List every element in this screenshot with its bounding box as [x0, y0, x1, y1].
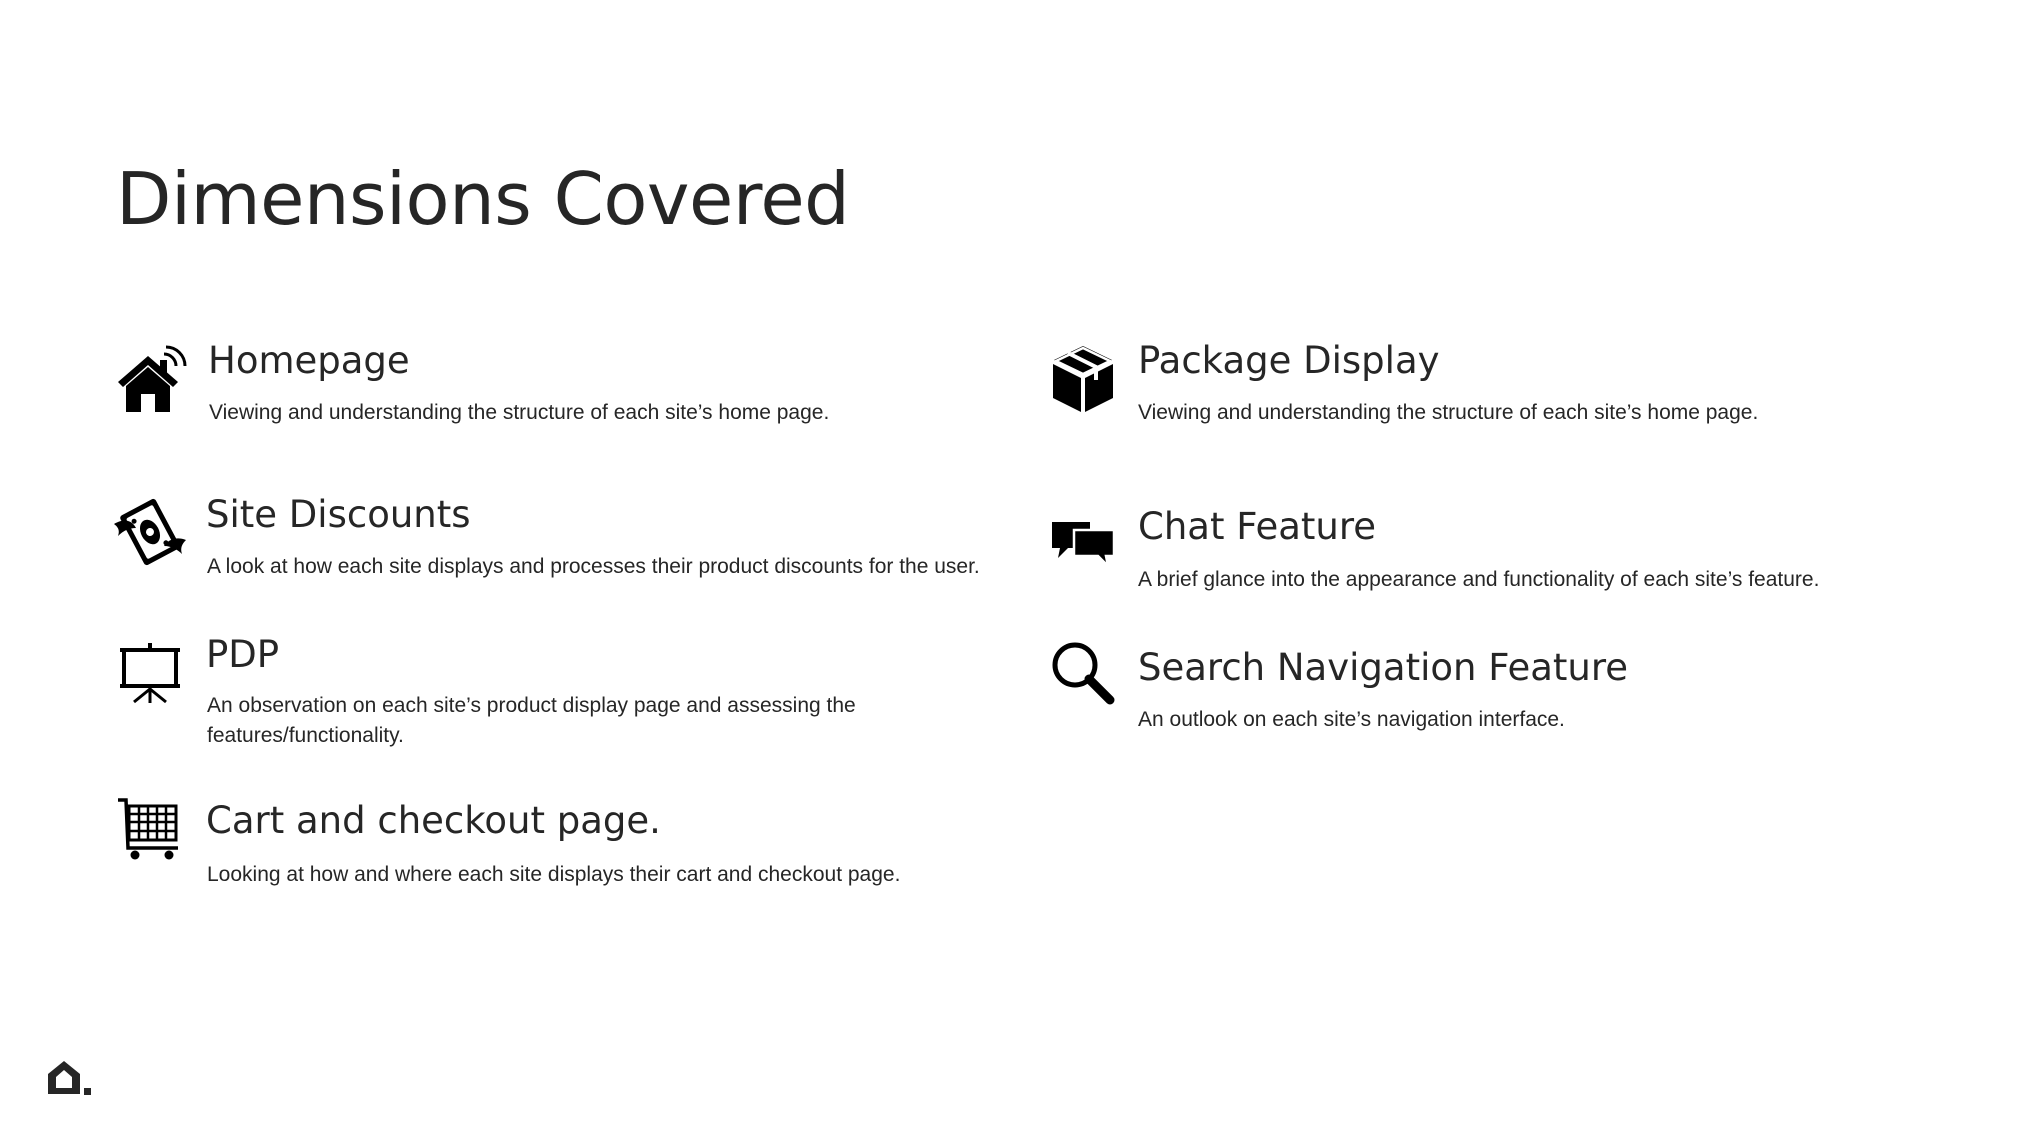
item-description: Viewing and understanding the structure of each site’s home page. — [1138, 401, 1759, 424]
flying-money-icon — [112, 496, 188, 568]
item-description: A look at how each site displays and processes their product discounts for the user. — [207, 555, 980, 578]
house-wifi-icon — [114, 342, 188, 416]
brand-house-logo-icon — [46, 1058, 92, 1098]
item-heading: Cart and checkout page. — [206, 799, 661, 842]
item-heading: PDP — [206, 633, 280, 676]
item-heading: Package Display — [1138, 339, 1440, 382]
slide-title: Dimensions Covered — [116, 157, 850, 241]
presentation-board-icon — [118, 642, 182, 704]
chat-bubbles-icon — [1050, 518, 1116, 568]
item-description: A brief glance into the appearance and functionality of each site’s feature. — [1138, 568, 1820, 591]
package-box-icon — [1050, 344, 1116, 414]
magnifier-icon — [1050, 640, 1116, 706]
item-description: Looking at how and where each site displays their cart and checkout page. — [207, 863, 901, 886]
item-heading: Search Navigation Feature — [1138, 646, 1629, 689]
item-heading: Homepage — [208, 339, 410, 382]
shopping-cart-icon — [116, 796, 182, 862]
item-description: An outlook on each site’s navigation interface. — [1138, 708, 1565, 731]
item-heading: Chat Feature — [1138, 505, 1377, 548]
item-heading: Site Discounts — [206, 493, 471, 536]
item-description: An observation on each site’s product display page and assessing the features/functionality. — [207, 694, 856, 747]
item-description: Viewing and understanding the structure of each site’s home page. — [209, 401, 830, 424]
